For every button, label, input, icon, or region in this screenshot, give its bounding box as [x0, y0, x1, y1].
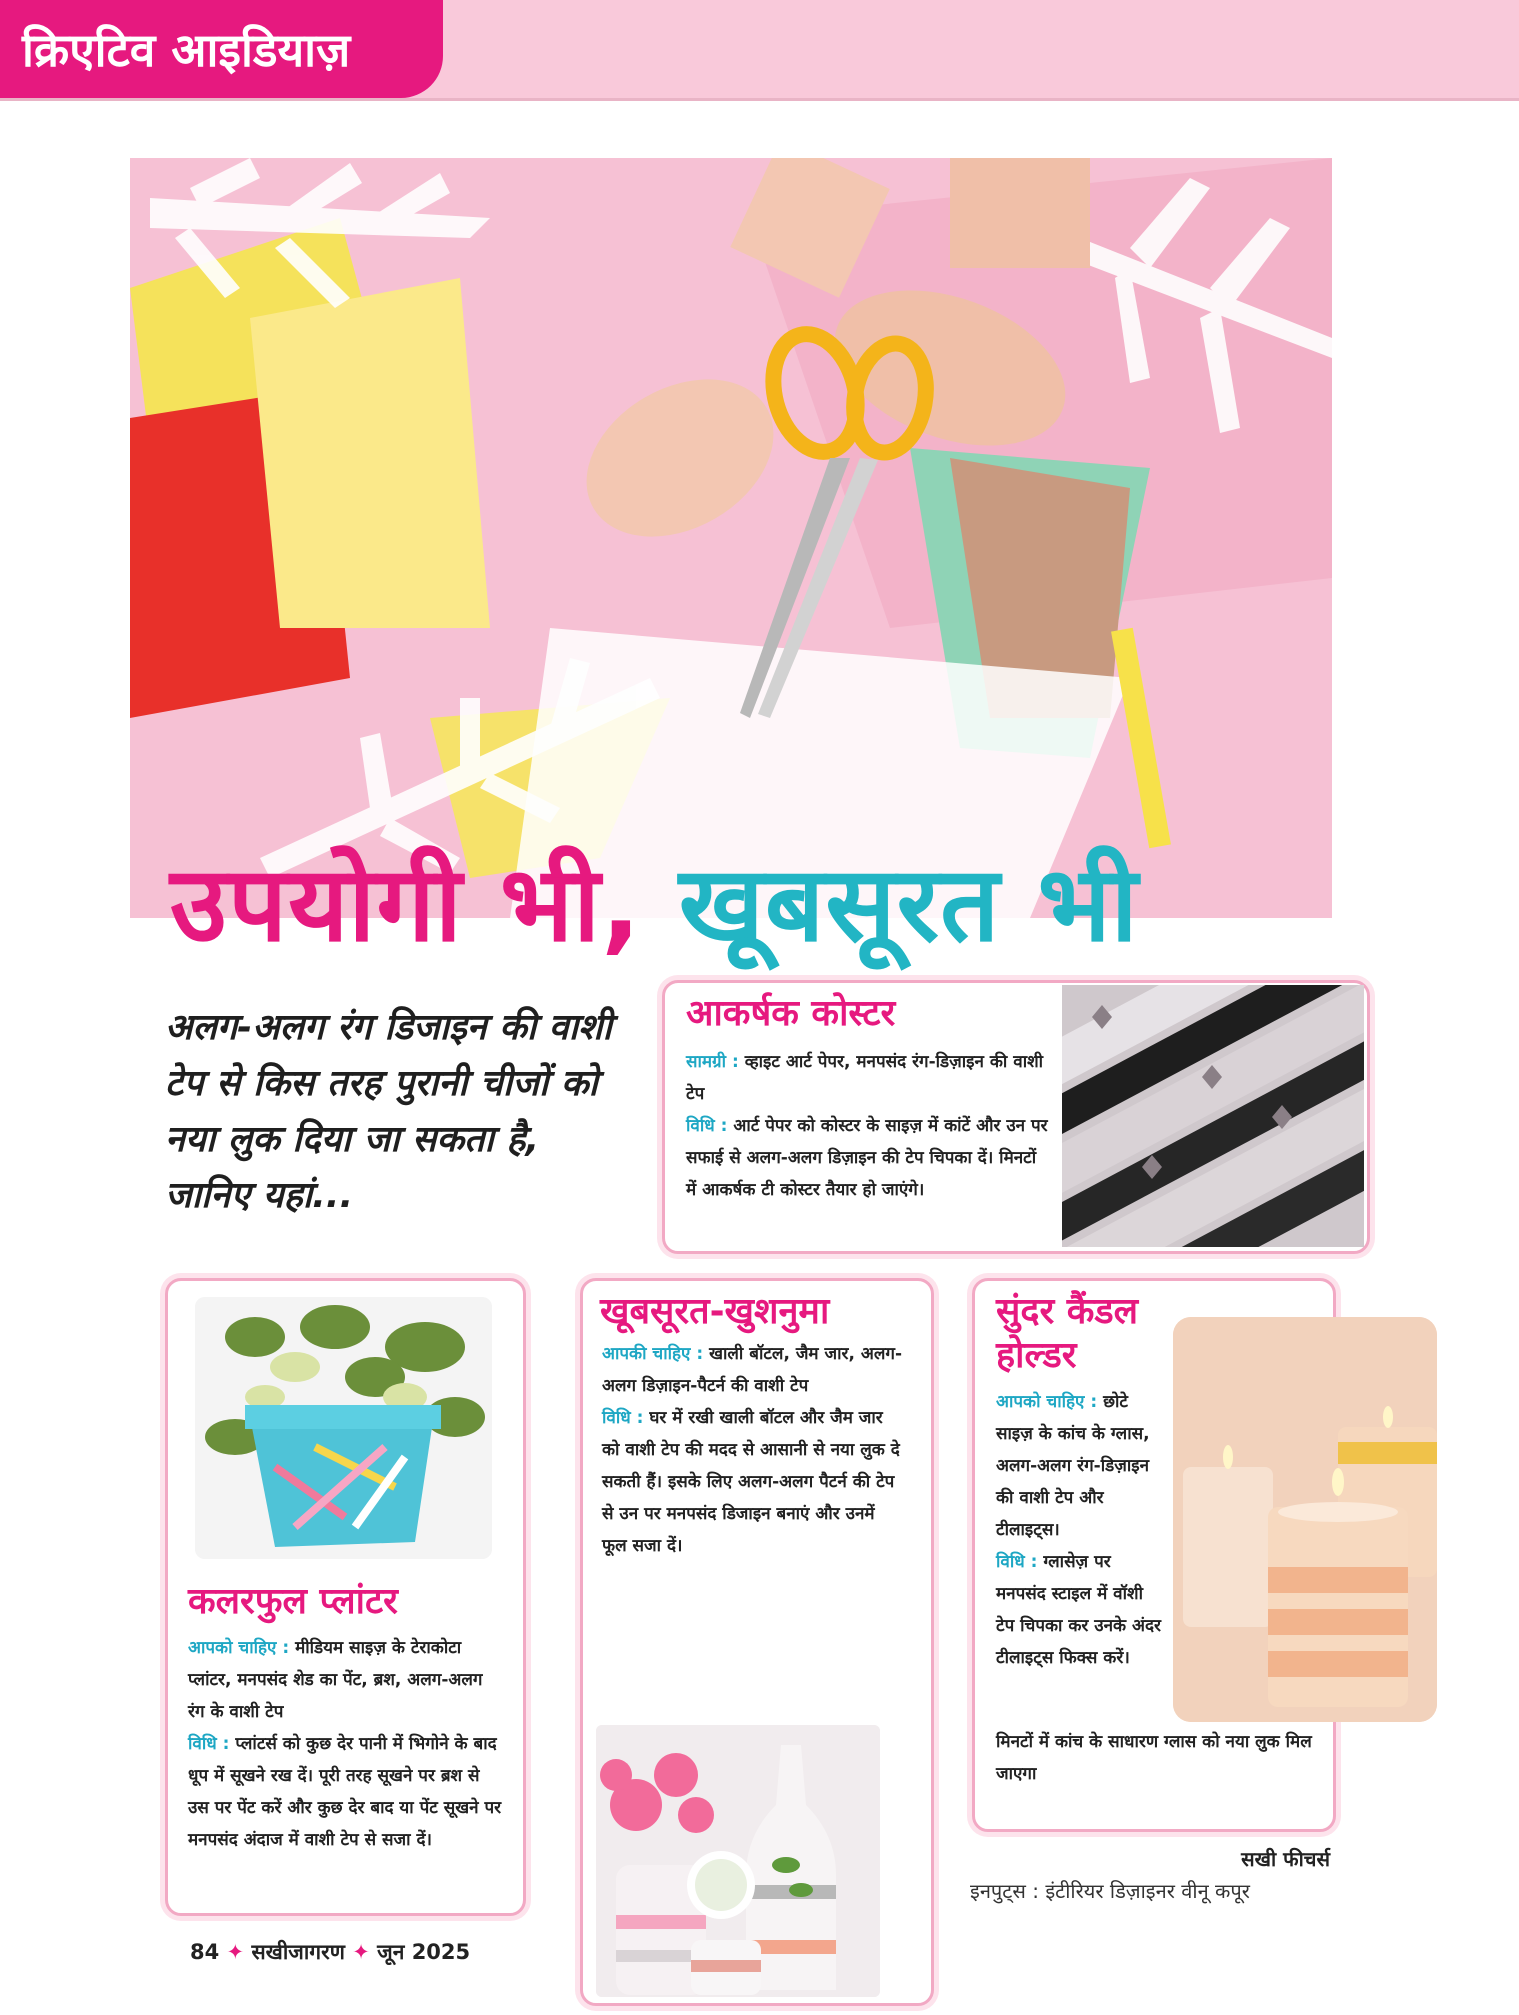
byline: सखी फीचर्स	[1241, 1847, 1330, 1871]
coaster-material-text: व्हाइट आर्ट पेपर, मनपसंद रंग-डिज़ाइन की वाशी टेप	[686, 1052, 1044, 1104]
candle-body	[996, 1386, 1164, 1674]
page-number: 84	[190, 1940, 220, 1964]
candle-tail-text: मिनटों में कांच के साधारण ग्लास को नया लुक मिल जाएगा	[996, 1732, 1312, 1784]
intro-text: अलग-अलग रंग डिजाइन की वाशी टेप से किस तरह पुरानी चीजों को नया लुक दिया जा सकता है, जानिए यहां...	[165, 1007, 612, 1216]
washi-tape-coasters	[1062, 985, 1364, 1247]
planter-photo	[195, 1297, 492, 1559]
bottles-title: खूबसूरत-खुशनुमा	[600, 1291, 830, 1332]
candle-need-label: आपको चाहिए :	[996, 1392, 1098, 1412]
coaster-title: आकर्षक कोस्टर	[686, 993, 896, 1034]
section-label: क्रिएटिव आइडियाज़	[22, 23, 351, 77]
planter-need-text: मीडियम साइज़ के टेराकोटा प्लांटर, मनपसंद शेड का पेंट, ब्रश, अलग-अलग रंग के वाशी टेप	[188, 1638, 483, 1722]
planter-title: कलरफुल प्लांटर	[188, 1581, 398, 1622]
bottles-need-label: आपकी चाहिए :	[602, 1344, 704, 1364]
planter-method-text: प्लांटर्स को कुछ देर पानी में भिगोने के बाद धूप में सूखने रख दें। पूरी तरह सूखने पर ब्रश से उस पर पेंट करें और कुछ देर बाद या पेंट सूखने पर मनपसंद अंदाज में वाशी टेप से सजा दें।	[188, 1734, 502, 1850]
coaster-photo	[1062, 985, 1364, 1247]
bottles-method-label: विधि :	[602, 1408, 644, 1428]
candle-method-label: विधि :	[996, 1552, 1038, 1572]
candle-need-text: छोटे साइज़ के कांच के ग्लास, अलग-अलग रंग-डिज़ाइन की वाशी टेप और टीलाइट्स।	[996, 1392, 1150, 1540]
candle-photo	[1173, 1317, 1437, 1722]
candle-title-line-1: सुंदर कैंडल	[996, 1291, 1139, 1332]
coaster-method-label: विधि :	[686, 1116, 728, 1136]
candle-title	[996, 1290, 1138, 1378]
title-part-2: खूबसूरत भी	[678, 843, 1139, 965]
colorful-planter-illustration	[195, 1297, 492, 1559]
footer-separator-2: ✦	[352, 1940, 370, 1964]
bottles-body	[602, 1338, 902, 1562]
title-part-1: उपयोगी भी,	[170, 843, 642, 965]
candle-method-text: ग्लासेज़ पर मनपसंद स्टाइल में वॉशी टेप चिपका कर उनके अंदर टीलाइट्स फिक्स करें।	[996, 1552, 1161, 1668]
coaster-material-label: सामग्री :	[686, 1052, 739, 1072]
planter-body	[188, 1632, 504, 1856]
planter-method-label: विधि :	[188, 1734, 230, 1754]
bottles-need-text: खाली बॉटल, जैम जार, अलग-अलग डिज़ाइन-पैटर्न की वाशी टेप	[602, 1344, 903, 1396]
coaster-body	[686, 1046, 1048, 1206]
page-footer	[190, 1938, 470, 1966]
candle-holders-illustration	[1173, 1317, 1437, 1722]
footer-separator-1: ✦	[226, 1940, 245, 1964]
paper-cutting-illustration	[130, 158, 1332, 918]
hero-photo	[130, 158, 1332, 918]
planter-need-label: आपको चाहिए :	[188, 1638, 290, 1658]
decorated-bottles-illustration	[596, 1725, 880, 1997]
bottles-photo	[596, 1725, 880, 1997]
bottles-method-text: घर में रखी खाली बॉटल और जैम जार को वाशी टेप की मदद से आसानी से नया लुक दे सकती हैं। इसके लिए अलग-अलग पैटर्न की टेप से उन पर मनपसंद डिजाइन बनाएं और उनमें फूल सजा दें।	[602, 1408, 900, 1556]
page-title	[170, 830, 1139, 971]
coaster-method-text: आर्ट पेपर को कोस्टर के साइज़ में कांटें और उन पर सफाई से अलग-अलग डिज़ाइन की टेप चिपका दें। मिनटों में आकर्षक टी कोस्टर तैयार हो जाएंगे।	[686, 1116, 1048, 1200]
inputs-credit: इनपुट्स : इंटीरियर डिज़ाइनर वीनू कपूर	[970, 1879, 1250, 1903]
issue-date: जून 2025	[377, 1940, 471, 1964]
candle-title-line-2: होल्डर	[996, 1335, 1077, 1376]
magazine-name: सखीजागरण	[251, 1940, 345, 1964]
